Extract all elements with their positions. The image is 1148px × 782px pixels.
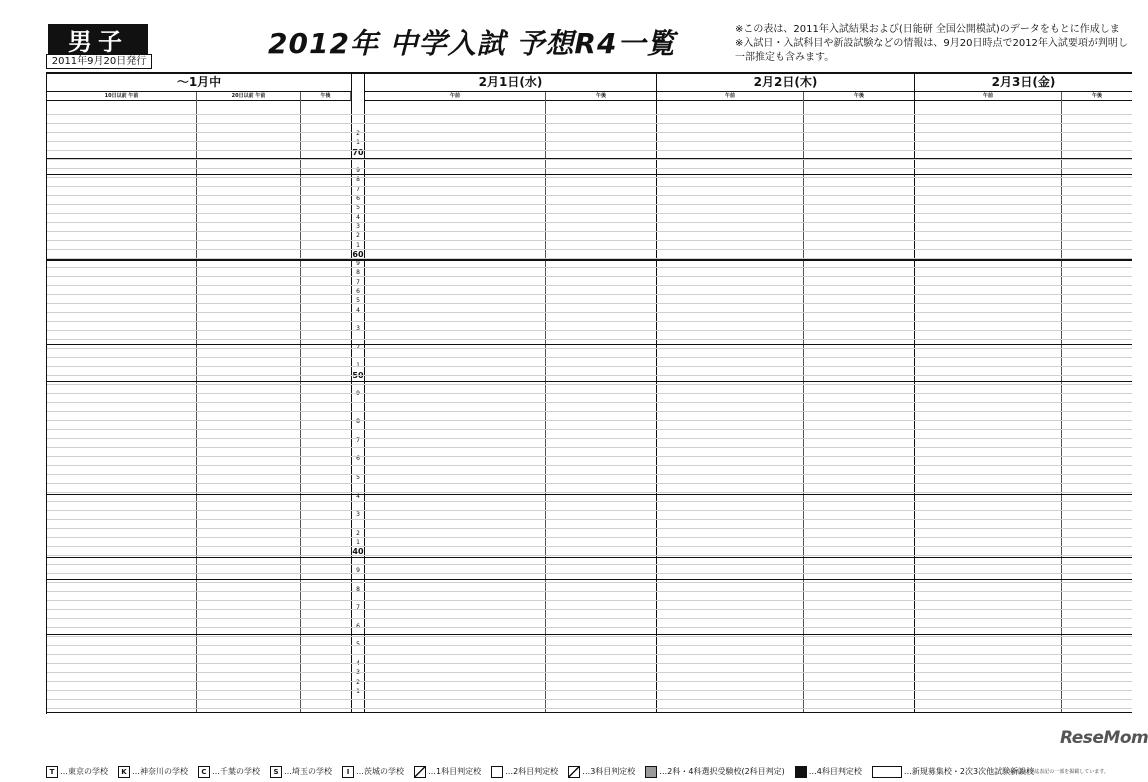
band-divider <box>47 381 1132 382</box>
deviation-label: 1 <box>356 241 360 249</box>
deviation-label: 8 <box>356 176 360 184</box>
column-header-feb2: 2月2日(木) <box>657 74 915 92</box>
row-divider <box>47 600 1132 601</box>
notes <box>735 23 1131 65</box>
deviation-label: 1 <box>356 362 360 370</box>
row-divider <box>47 132 1132 133</box>
row-divider <box>47 411 1132 412</box>
legend-symbol <box>491 766 503 778</box>
deviation-label: 8 <box>356 585 360 593</box>
row-divider <box>47 501 1132 502</box>
deviation-label: 8 <box>356 418 360 426</box>
deviation-label: 7 <box>356 185 360 193</box>
deviation-label: 9 <box>356 260 360 268</box>
legend-symbol: T <box>46 766 58 778</box>
legend-symbol: K <box>118 766 130 778</box>
prediction-table <box>46 72 1132 714</box>
deviation-label: 40 <box>352 547 364 557</box>
legend-label: …埼玉の学校 <box>284 767 332 776</box>
deviation-label: 2 <box>356 678 360 686</box>
deviation-label: 2 <box>356 343 360 351</box>
row-divider <box>47 231 1132 232</box>
row-divider <box>47 438 1132 439</box>
row-divider <box>47 672 1132 673</box>
deviation-label: 3 <box>356 222 360 230</box>
band-divider <box>47 579 1132 580</box>
deviation-label: 9 <box>356 567 360 574</box>
column-header-feb1: 2月1日(水) <box>365 74 657 92</box>
deviation-label: 7 <box>356 604 360 612</box>
row-divider <box>47 168 1132 169</box>
row-divider <box>47 384 1132 385</box>
deviation-label: 4 <box>356 213 360 221</box>
deviation-label: 9 <box>356 167 360 175</box>
row-divider <box>47 258 1132 259</box>
legend-item <box>270 766 332 778</box>
subheader: 午後 <box>546 92 657 101</box>
legend-symbol <box>795 766 807 778</box>
deviation-label: 3 <box>356 669 360 677</box>
legend-label: …2科目判定校 <box>505 767 559 776</box>
row-divider <box>47 663 1132 664</box>
row-divider <box>47 141 1132 142</box>
row-divider <box>47 645 1132 646</box>
row-divider <box>47 492 1132 493</box>
row-divider <box>47 519 1132 520</box>
deviation-label: 5 <box>356 204 360 212</box>
legend-label: …4科目判定校 <box>808 767 862 776</box>
note-line: ※この表は、2011年入試結果および(日能研 全国公開模試)のデータをもとに作成しま <box>735 24 1120 35</box>
row-divider <box>47 366 1132 367</box>
footnote: ※画像は本誌表記の一部を掲載しています。 <box>1010 769 1109 775</box>
row-divider <box>47 123 1132 124</box>
row-divider <box>47 276 1132 277</box>
row-divider <box>47 321 1132 322</box>
deviation-label: 6 <box>356 288 360 295</box>
row-divider <box>47 420 1132 421</box>
row-divider <box>47 456 1132 457</box>
deviation-label: 5 <box>356 297 360 305</box>
row-divider <box>47 357 1132 358</box>
band-divider <box>47 259 1132 260</box>
subheader: 午後 <box>1062 92 1132 101</box>
deviation-label: 2 <box>356 129 360 137</box>
gender-badge: 男子 <box>48 24 148 54</box>
row-divider <box>47 636 1132 637</box>
band-divider <box>47 634 1132 635</box>
row-divider <box>47 555 1132 556</box>
row-divider <box>47 375 1132 376</box>
legend-item <box>645 766 785 778</box>
deviation-label: 1 <box>356 539 360 547</box>
row-divider <box>47 186 1132 187</box>
row-divider <box>47 285 1132 286</box>
deviation-label: 7 <box>356 278 360 286</box>
row-divider <box>47 348 1132 349</box>
note-line: 一部推定も含みます。 <box>735 52 835 63</box>
row-divider <box>47 393 1132 394</box>
row-divider <box>47 609 1132 610</box>
deviation-label: 1 <box>356 139 360 147</box>
legend-symbol <box>414 766 426 778</box>
legend-item <box>795 766 862 778</box>
row-divider <box>47 249 1132 250</box>
deviation-label: 9 <box>356 390 360 398</box>
row-divider <box>47 240 1132 241</box>
legend-symbol <box>645 766 657 778</box>
issue-date: 2011年9月20日発行 <box>46 54 152 69</box>
row-divider <box>47 699 1132 700</box>
deviation-label: 6 <box>356 622 360 630</box>
divider <box>47 712 1132 713</box>
deviation-label: 5 <box>356 641 360 649</box>
legend-item <box>342 766 404 778</box>
row-divider <box>47 195 1132 196</box>
legend-symbol: I <box>342 766 354 778</box>
legend-symbol <box>872 766 902 778</box>
deviation-label: 4 <box>356 492 360 500</box>
subheader: 午前 <box>915 92 1062 101</box>
row-divider <box>47 537 1132 538</box>
row-divider <box>47 339 1132 340</box>
subheader: 20日以前 午前 <box>197 92 301 101</box>
row-divider <box>47 654 1132 655</box>
band-divider <box>47 557 1132 558</box>
row-divider <box>47 690 1132 691</box>
legend-label: …神奈川の学校 <box>132 767 188 776</box>
legend-symbol: C <box>198 766 210 778</box>
legend-label: …千葉の学校 <box>212 767 260 776</box>
row-divider <box>47 213 1132 214</box>
legend-label: …3科目判定校 <box>582 767 636 776</box>
deviation-label: 2 <box>356 232 360 240</box>
legend-label: …2科・4科選択受験校(2科目判定) <box>659 767 785 776</box>
row-divider <box>47 294 1132 295</box>
legend <box>46 765 1131 779</box>
row-divider <box>47 114 1132 115</box>
row-divider <box>47 402 1132 403</box>
row-divider <box>47 483 1132 484</box>
legend-label: …東京の学校 <box>60 767 108 776</box>
row-divider <box>47 150 1132 151</box>
deviation-label: 4 <box>356 306 360 314</box>
legend-item <box>491 766 558 778</box>
legend-item <box>568 766 635 778</box>
band-divider <box>47 174 1132 175</box>
row-divider <box>47 177 1132 178</box>
deviation-label: 50 <box>352 370 364 380</box>
row-divider <box>47 222 1132 223</box>
deviation-label: 5 <box>356 474 360 481</box>
row-divider <box>47 465 1132 466</box>
legend-symbol: S <box>270 766 282 778</box>
subheader: 午前 <box>657 92 804 101</box>
row-divider <box>47 474 1132 475</box>
row-divider <box>47 429 1132 430</box>
row-divider <box>47 546 1132 547</box>
page-title: 2012年 中学入試 予想R4一覧 <box>268 27 676 60</box>
legend-label: …茨城の学校 <box>356 767 404 776</box>
row-divider <box>47 618 1132 619</box>
deviation-label: 1 <box>356 687 360 695</box>
deviation-label: 7 <box>356 436 360 444</box>
column-header-feb3: 2月3日(金) <box>915 74 1132 92</box>
deviation-label: 4 <box>356 660 360 667</box>
row-divider <box>47 627 1132 628</box>
legend-label: …1科目判定校 <box>428 767 482 776</box>
deviation-label: 6 <box>356 455 360 463</box>
band-divider <box>47 344 1132 345</box>
row-divider <box>47 591 1132 592</box>
row-divider <box>47 204 1132 205</box>
row-divider <box>47 447 1132 448</box>
deviation-label: 60 <box>352 249 364 259</box>
row-divider <box>47 303 1132 304</box>
legend-item <box>46 766 108 778</box>
row-divider <box>47 582 1132 583</box>
row-divider <box>47 708 1132 709</box>
legend-symbol <box>568 766 580 778</box>
deviation-label: 6 <box>356 195 360 202</box>
row-divider <box>47 510 1132 511</box>
row-divider <box>47 681 1132 682</box>
row-divider <box>47 159 1132 160</box>
row-divider <box>47 312 1132 313</box>
deviation-label: 70 <box>352 147 364 157</box>
legend-item <box>414 766 481 778</box>
row-divider <box>47 573 1132 574</box>
deviation-label: 2 <box>356 529 360 537</box>
note-line: ※入試日・入試科目や新設試験などの情報は、9月20日時点で2012年入試要項が判明し <box>735 38 1128 49</box>
subheader: 10日以前 午前 <box>47 92 197 101</box>
subheader: 午後 <box>301 92 351 101</box>
watermark-logo: ReseMom <box>1060 728 1148 748</box>
subheader: 午前 <box>365 92 546 101</box>
row-divider <box>47 330 1132 331</box>
deviation-label: 3 <box>356 511 360 519</box>
column-header-january: ～1月中 <box>47 74 352 92</box>
deviation-label: 8 <box>356 269 360 277</box>
subheader: 午後 <box>804 92 915 101</box>
row-divider <box>47 564 1132 565</box>
band-divider <box>47 494 1132 495</box>
deviation-label: 3 <box>356 325 360 333</box>
legend-item <box>198 766 260 778</box>
legend-item <box>118 766 188 778</box>
row-divider <box>47 267 1132 268</box>
legend-label: …新規募集校・2次3次他試験新設校 <box>903 767 1035 776</box>
row-divider <box>47 528 1132 529</box>
